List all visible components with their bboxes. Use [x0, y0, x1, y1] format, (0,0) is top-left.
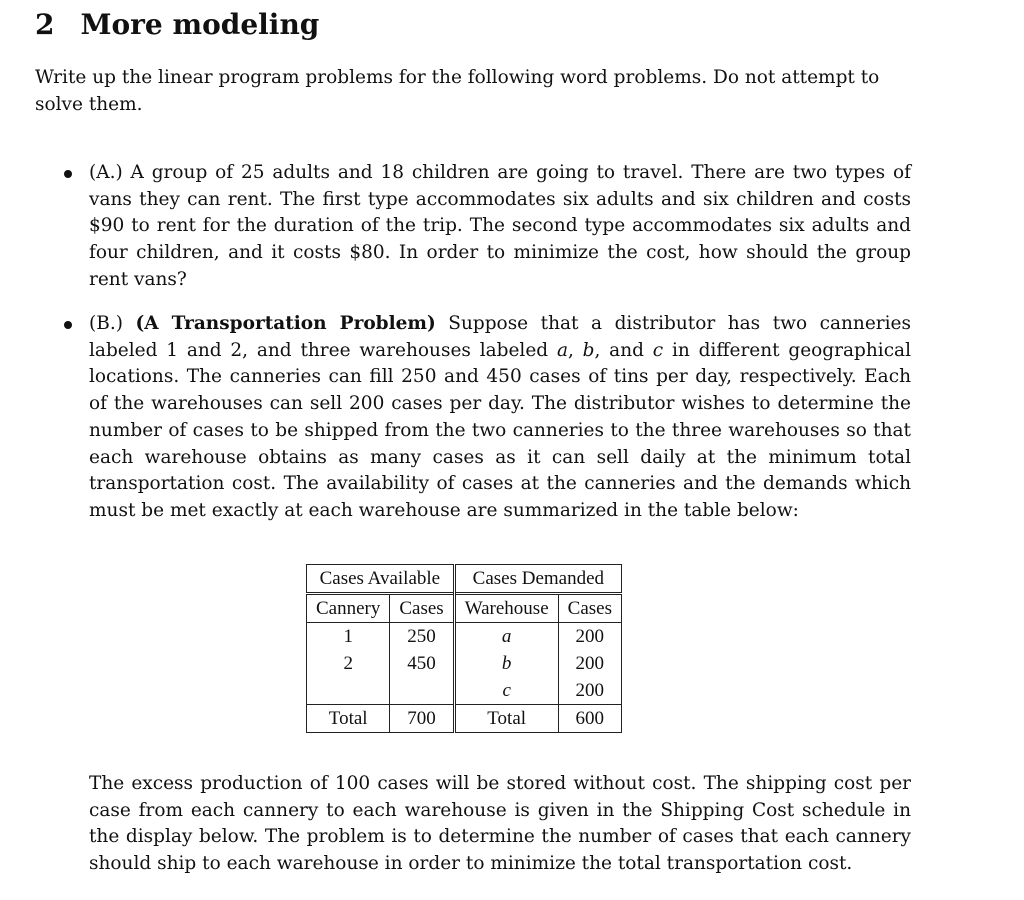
problem-b [89, 311, 911, 525]
header-warehouse: Warehouse [454, 594, 558, 623]
total-label-available: Total [307, 705, 390, 733]
total-available: 700 [390, 705, 454, 733]
header-cases-available: Cases [390, 594, 454, 623]
cell-cases: 200 [558, 650, 621, 677]
cell-cases: 250 [390, 623, 454, 651]
header-cannery: Cannery [307, 594, 390, 623]
var-c: c [652, 339, 664, 361]
cell-cases [390, 677, 454, 705]
cell-warehouse: c [454, 677, 558, 705]
cell-cannery [307, 677, 390, 705]
cases-table [306, 564, 622, 733]
total-demanded: 600 [558, 705, 621, 733]
section-title: More modeling [80, 8, 320, 41]
table-total-row [307, 705, 622, 733]
cell-cannery: 1 [307, 623, 390, 651]
header-cases-demanded: Cases [558, 594, 621, 623]
var-b: b [582, 339, 595, 361]
problem-a [89, 160, 911, 294]
problem-b-tag: (A Transportation Problem) [135, 313, 436, 334]
after-table-paragraph: The excess production of 100 cases will be stored without cost. The shipping cost per case from each cannery to each warehouse is given in the Shipping Cost schedule in the display below. The problem is to determine the number of cases that each cannery should ship to each warehouse in order to minimize the total transportation cost. [89, 773, 911, 875]
cell-cannery: 2 [307, 650, 390, 677]
section-number: 2 [35, 8, 55, 41]
intro-paragraph: Write up the linear program problems for the following word problems. Do not attempt to solve them. [35, 67, 880, 115]
table-row [307, 623, 622, 651]
cell-cases: 450 [390, 650, 454, 677]
cell-cases: 200 [558, 677, 621, 705]
problem-b-text-2: in different geographical locations. The canneries can fill 250 and 450 cases of tins per day, respectively. Each of the warehouses can sell 200 cases per day. The distributor wishes to determine the number of cases to be shipped from the two canneries to the three warehouses so that each warehouse obtains as many cases as it can sell daily at the minimum total transportation cost. The availability of cases at the canneries and the demands which must be met exactly at each warehouse are summarized in the table below: [89, 339, 912, 521]
bullet-icon [64, 170, 72, 178]
separator: , and [594, 339, 653, 361]
problem-a-text: (A.) A group of 25 adults and 18 children are going to travel. There are two types of vans they can rent. The first type accommodates six adults and six children and costs $90 to rent for the duration of the trip. The second type accommodates six adults and four children, and it costs $80. In order to minimize the cost, how should the group rent vans? [89, 162, 911, 290]
group-header-demanded: Cases Demanded [454, 565, 621, 594]
cell-warehouse: a [454, 623, 558, 651]
total-label-demanded: Total [454, 705, 558, 733]
section-heading [35, 8, 319, 41]
problem-b-prefix: (B.) [89, 313, 136, 334]
cell-warehouse: b [454, 650, 558, 677]
var-a: a [556, 339, 568, 361]
group-header-available: Cases Available [307, 565, 455, 594]
table-row [307, 677, 622, 705]
problem-b-text-1: Suppose that a distributor has two canneries labeled 1 and 2, and three warehouses labeled [89, 313, 911, 361]
table-row [307, 650, 622, 677]
cell-cases: 200 [558, 623, 621, 651]
separator: , [567, 339, 583, 361]
bullet-icon [64, 321, 72, 329]
